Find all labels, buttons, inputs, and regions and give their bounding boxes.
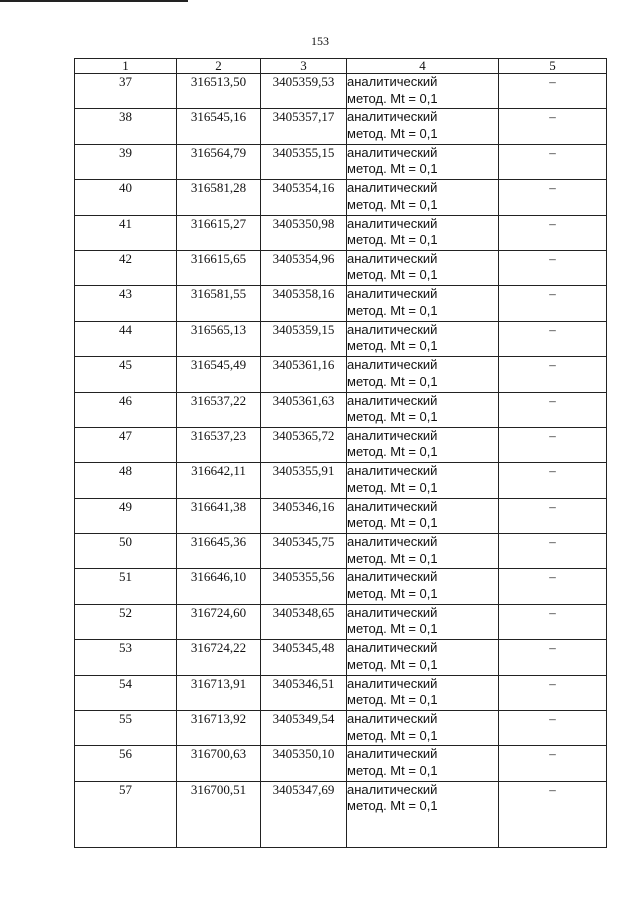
method-cell xyxy=(347,250,499,285)
point-number-cell: 39 xyxy=(75,144,177,179)
note-cell: – xyxy=(499,498,607,533)
column-header: 5 xyxy=(499,59,607,74)
method-line-1: аналитический xyxy=(347,781,438,797)
method-line-1: аналитический xyxy=(347,640,438,656)
x-coordinate-cell: 316615,65 xyxy=(177,250,261,285)
method-line-1: аналитический xyxy=(347,604,438,620)
x-coordinate-cell: 316642,11 xyxy=(177,463,261,498)
method-line-2: метод. Mt = 0,1 xyxy=(347,373,438,389)
table-row xyxy=(75,746,607,781)
method-line-2: метод. Mt = 0,1 xyxy=(347,515,438,531)
method-line-2: метод. Mt = 0,1 xyxy=(347,125,438,141)
y-coordinate-cell: 3405359,53 xyxy=(261,74,347,109)
note-cell: – xyxy=(499,534,607,569)
method-line-2: метод. Mt = 0,1 xyxy=(347,302,438,318)
method-line-1: аналитический xyxy=(347,534,438,550)
method-line-2: метод. Mt = 0,1 xyxy=(347,479,438,495)
note-cell: – xyxy=(499,569,607,604)
method-line-1: аналитический xyxy=(347,286,438,302)
table-row xyxy=(75,250,607,285)
method-cell xyxy=(347,604,499,639)
table-row xyxy=(75,640,607,675)
method-line-2: метод. Mt = 0,1 xyxy=(347,338,438,354)
method-line-2: метод. Mt = 0,1 xyxy=(347,692,438,708)
y-coordinate-cell: 3405350,98 xyxy=(261,215,347,250)
note-cell: – xyxy=(499,781,607,847)
method-line-2: метод. Mt = 0,1 xyxy=(347,621,438,637)
method-cell xyxy=(347,144,499,179)
table-row xyxy=(75,463,607,498)
y-coordinate-cell: 3405355,91 xyxy=(261,463,347,498)
y-coordinate-cell: 3405361,63 xyxy=(261,392,347,427)
y-coordinate-cell: 3405358,16 xyxy=(261,286,347,321)
method-cell xyxy=(347,498,499,533)
method-line-2: метод. Mt = 0,1 xyxy=(347,409,438,425)
y-coordinate-cell: 3405355,56 xyxy=(261,569,347,604)
y-coordinate-cell: 3405348,65 xyxy=(261,604,347,639)
method-line-1: аналитический xyxy=(347,321,438,337)
method-cell xyxy=(347,746,499,781)
method-line-2: метод. Mt = 0,1 xyxy=(347,196,438,212)
x-coordinate-cell: 316537,23 xyxy=(177,427,261,462)
column-header: 3 xyxy=(261,59,347,74)
note-cell: – xyxy=(499,286,607,321)
column-header: 2 xyxy=(177,59,261,74)
note-cell: – xyxy=(499,463,607,498)
note-cell: – xyxy=(499,250,607,285)
point-number-cell: 49 xyxy=(75,498,177,533)
x-coordinate-cell: 316581,55 xyxy=(177,286,261,321)
note-cell: – xyxy=(499,144,607,179)
y-coordinate-cell: 3405345,75 xyxy=(261,534,347,569)
method-cell xyxy=(347,463,499,498)
x-coordinate-cell: 316513,50 xyxy=(177,74,261,109)
y-coordinate-cell: 3405346,16 xyxy=(261,498,347,533)
y-coordinate-cell: 3405345,48 xyxy=(261,640,347,675)
method-line-1: аналитический xyxy=(347,109,438,125)
method-cell xyxy=(347,215,499,250)
method-cell xyxy=(347,321,499,356)
x-coordinate-cell: 316641,38 xyxy=(177,498,261,533)
note-cell: – xyxy=(499,604,607,639)
column-header: 1 xyxy=(75,59,177,74)
point-number-cell: 56 xyxy=(75,746,177,781)
point-number-cell: 44 xyxy=(75,321,177,356)
point-number-cell: 52 xyxy=(75,604,177,639)
y-coordinate-cell: 3405357,17 xyxy=(261,109,347,144)
method-line-1: аналитический xyxy=(347,250,438,266)
point-number-cell: 38 xyxy=(75,109,177,144)
y-coordinate-cell: 3405359,15 xyxy=(261,321,347,356)
method-line-2: метод. Mt = 0,1 xyxy=(347,161,438,177)
table-row xyxy=(75,392,607,427)
method-line-1: аналитический xyxy=(347,498,438,514)
table-row xyxy=(75,109,607,144)
x-coordinate-cell: 316615,27 xyxy=(177,215,261,250)
table-row xyxy=(75,357,607,392)
table-row xyxy=(75,74,607,109)
x-coordinate-cell: 316713,91 xyxy=(177,675,261,710)
x-coordinate-cell: 316645,36 xyxy=(177,534,261,569)
note-cell: – xyxy=(499,321,607,356)
method-cell xyxy=(347,427,499,462)
method-line-2: метод. Mt = 0,1 xyxy=(347,267,438,283)
point-number-cell: 47 xyxy=(75,427,177,462)
method-line-1: аналитический xyxy=(347,463,438,479)
note-cell: – xyxy=(499,109,607,144)
y-coordinate-cell: 3405365,72 xyxy=(261,427,347,462)
point-number-cell: 55 xyxy=(75,711,177,746)
method-line-1: аналитический xyxy=(347,215,438,231)
method-cell xyxy=(347,534,499,569)
method-cell xyxy=(347,74,499,109)
table-row xyxy=(75,286,607,321)
table-row xyxy=(75,321,607,356)
method-line-2: метод. Mt = 0,1 xyxy=(347,444,438,460)
method-line-1: аналитический xyxy=(347,427,438,443)
point-number-cell: 54 xyxy=(75,675,177,710)
method-line-2: метод. Mt = 0,1 xyxy=(347,656,438,672)
table-row xyxy=(75,675,607,710)
method-cell xyxy=(347,675,499,710)
x-coordinate-cell: 316713,92 xyxy=(177,711,261,746)
note-cell: – xyxy=(499,215,607,250)
x-coordinate-cell: 316545,49 xyxy=(177,357,261,392)
x-coordinate-cell: 316537,22 xyxy=(177,392,261,427)
point-number-cell: 51 xyxy=(75,569,177,604)
method-cell xyxy=(347,286,499,321)
point-number-cell: 43 xyxy=(75,286,177,321)
table-body xyxy=(75,74,607,848)
method-line-1: аналитический xyxy=(347,392,438,408)
method-line-1: аналитический xyxy=(347,74,438,89)
table-row xyxy=(75,427,607,462)
point-number-cell: 40 xyxy=(75,180,177,215)
point-number-cell: 41 xyxy=(75,215,177,250)
y-coordinate-cell: 3405354,96 xyxy=(261,250,347,285)
note-cell: – xyxy=(499,640,607,675)
method-line-2: метод. Mt = 0,1 xyxy=(347,798,438,814)
note-cell: – xyxy=(499,427,607,462)
point-number-cell: 37 xyxy=(75,74,177,109)
method-line-1: аналитический xyxy=(347,357,438,373)
table-row xyxy=(75,180,607,215)
point-number-cell: 53 xyxy=(75,640,177,675)
method-cell xyxy=(347,781,499,847)
table-header-row xyxy=(75,59,607,74)
note-cell: – xyxy=(499,746,607,781)
point-number-cell: 45 xyxy=(75,357,177,392)
method-line-1: аналитический xyxy=(347,711,438,727)
method-line-1: аналитический xyxy=(347,675,438,691)
method-cell xyxy=(347,392,499,427)
note-cell: – xyxy=(499,180,607,215)
point-number-cell: 48 xyxy=(75,463,177,498)
x-coordinate-cell: 316724,22 xyxy=(177,640,261,675)
method-cell xyxy=(347,711,499,746)
x-coordinate-cell: 316700,63 xyxy=(177,746,261,781)
note-cell: – xyxy=(499,74,607,109)
note-cell: – xyxy=(499,392,607,427)
page-number: 153 xyxy=(311,34,329,48)
method-line-1: аналитический xyxy=(347,746,438,762)
method-cell xyxy=(347,109,499,144)
method-line-1: аналитический xyxy=(347,144,438,160)
method-line-2: метод. Mt = 0,1 xyxy=(347,90,438,106)
y-coordinate-cell: 3405346,51 xyxy=(261,675,347,710)
coordinates-table xyxy=(74,58,607,848)
note-cell: – xyxy=(499,711,607,746)
y-coordinate-cell: 3405347,69 xyxy=(261,781,347,847)
table-row xyxy=(75,711,607,746)
method-line-2: метод. Mt = 0,1 xyxy=(347,727,438,743)
table-row xyxy=(75,604,607,639)
note-cell: – xyxy=(499,675,607,710)
method-cell xyxy=(347,640,499,675)
x-coordinate-cell: 316545,16 xyxy=(177,109,261,144)
x-coordinate-cell: 316724,60 xyxy=(177,604,261,639)
top-rule xyxy=(0,0,188,2)
point-number-cell: 42 xyxy=(75,250,177,285)
y-coordinate-cell: 3405354,16 xyxy=(261,180,347,215)
method-line-2: метод. Mt = 0,1 xyxy=(347,550,438,566)
y-coordinate-cell: 3405349,54 xyxy=(261,711,347,746)
y-coordinate-cell: 3405355,15 xyxy=(261,144,347,179)
point-number-cell: 57 xyxy=(75,781,177,847)
x-coordinate-cell: 316700,51 xyxy=(177,781,261,847)
method-line-2: метод. Mt = 0,1 xyxy=(347,585,438,601)
method-line-2: метод. Mt = 0,1 xyxy=(347,232,438,248)
method-cell xyxy=(347,569,499,604)
table-row xyxy=(75,534,607,569)
column-header: 4 xyxy=(347,59,499,74)
method-line-1: аналитический xyxy=(347,180,438,196)
x-coordinate-cell: 316565,13 xyxy=(177,321,261,356)
method-line-2: метод. Mt = 0,1 xyxy=(347,762,438,778)
method-cell xyxy=(347,357,499,392)
note-cell: – xyxy=(499,357,607,392)
table-row xyxy=(75,569,607,604)
x-coordinate-cell: 316564,79 xyxy=(177,144,261,179)
table-row xyxy=(75,498,607,533)
table-row xyxy=(75,781,607,847)
y-coordinate-cell: 3405361,16 xyxy=(261,357,347,392)
y-coordinate-cell: 3405350,10 xyxy=(261,746,347,781)
x-coordinate-cell: 316646,10 xyxy=(177,569,261,604)
table-row xyxy=(75,144,607,179)
x-coordinate-cell: 316581,28 xyxy=(177,180,261,215)
method-cell xyxy=(347,180,499,215)
method-line-1: аналитический xyxy=(347,569,438,585)
point-number-cell: 46 xyxy=(75,392,177,427)
table-row xyxy=(75,215,607,250)
point-number-cell: 50 xyxy=(75,534,177,569)
